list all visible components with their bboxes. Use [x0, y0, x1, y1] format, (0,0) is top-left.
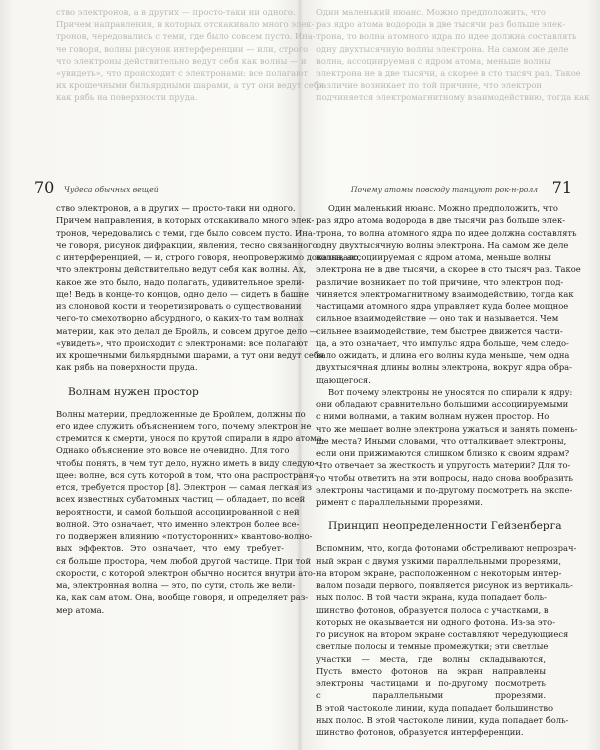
paragraph [316, 386, 578, 509]
text-line: ма, электронная волна — это, по сути, столь же вели- [56, 580, 296, 590]
text-line: чиняется электромагнитному взаимодействию, тогда как [316, 288, 574, 299]
text-line: чтобы понять, в чем тут дело, нужно иметь в виду следую- [56, 457, 318, 468]
text-line: с интерференцией, — и, строго говоря, неопровержимо доказывало, [56, 252, 362, 262]
text-line: го подвержен влиянию «потусторонних» квантово-волно- [56, 531, 313, 541]
text-line: ца, а это означает, что импульс ядра больше, чем следо- [316, 337, 569, 348]
text-line: стремится к смерти, унося по крутой спирали в ядро атома. [56, 433, 325, 443]
text-line: Один маленький нюанс. Можно предположить, что [328, 203, 558, 213]
text-line: как рябь на поверхности пруда. [56, 362, 198, 373]
text-line: что электроны действительно ведут себя как волны. Ах, [56, 264, 307, 275]
ghost-line: одну двухтысячную волны электрона. На самом же деле [316, 43, 569, 54]
ghost-line: ство электронов, а в других — просто-таки ни одного. [56, 7, 296, 17]
text-line: «увидеть», что происходит с электронами: все полагают [56, 337, 309, 348]
text-line: вероятности, и самой большой ассоциированной с ней [56, 506, 300, 517]
text-line: частицами атомного ядра управляет куда более мощное [316, 301, 569, 311]
text-line: его идее служить объяснением того, почему электрон не [56, 420, 312, 431]
text-line: одну двухтысячную волны электрона. На самом же деле [316, 239, 569, 250]
text-line: светлые полосы и темные промежутки; эти светлые [316, 641, 549, 652]
text-line: ство электронов, а в других — просто-таки ни одного. [56, 203, 296, 213]
text-line: электрона не в две тысячи, а скорее в сто тысяч раз. Такое [316, 264, 581, 275]
ghost-line: Один маленький нюанс. Можно предположить, что [316, 7, 546, 17]
page-number: 71 [551, 178, 572, 197]
text-line: они обладают сравнительно большими ассоциируемыми [316, 399, 569, 409]
text-line: В этой частоколе линии, куда попадает большинство [316, 702, 554, 713]
text-line: двухтысячная длины волны электрона, вокруг ядра обра- [316, 362, 573, 373]
right-bleedthrough-text [316, 6, 590, 104]
ghost-line: волна, ассоциируемая с ядром атома, меньше волны [316, 55, 551, 66]
text-line: Вспомним, что, когда фотонами обстреливают непрозрач- [316, 543, 577, 554]
text-line: сильнее взаимодействие, тем быстрее движется части- [316, 325, 563, 336]
text-line: их крошечными бильярдными шарами, а тут они ведут себя [56, 350, 325, 360]
paragraph [56, 408, 325, 616]
ghost-line: тронов, чередовались с теми, где было совсем пусто. Ина- [56, 31, 316, 42]
text-line: вало ожидать, и длина его волны куда меньше, чем одна [316, 350, 570, 360]
text-line: Вот почему электроны не уносятся по спирали к ядру: [328, 386, 573, 397]
right-page [316, 0, 590, 750]
text-line: тронов, чередовались с теми, где было совсем пусто. Ина- [56, 227, 316, 238]
text-line: электроны частицами и по-другому посмотреть [316, 678, 546, 688]
text-line: волной. Это означает, что именно электрон более все- [56, 518, 300, 529]
ghost-line: Причем направления, в которых отскакивало много элек- [56, 19, 315, 30]
text-line: волна, ассоциируемая с ядром атома, меньше волны [316, 252, 551, 262]
text-line: материи, как это делал де Бройль, и совсем другое дело — [56, 325, 319, 336]
ghost-line: как рябь на поверхности пруда. [56, 92, 198, 103]
running-header: Почему атомы повсюду танцуют рок-н-ролл [350, 185, 538, 194]
section-heading: Волнам нужен простор [68, 385, 199, 398]
text-line: вых эффектов. Это означает, что ему требует- [56, 543, 284, 554]
text-line: с ними волнами, а таким волнам нужен простор. Но [316, 411, 550, 422]
text-line: го рисунок на втором экране составляют чередующиеся [316, 629, 569, 639]
text-line: щающегося. [316, 374, 371, 385]
ghost-line: различие возникает по той причине, что электрон [316, 80, 542, 91]
ghost-line: раз ядро атома водорода в две тысячи раз больше элек- [316, 19, 566, 30]
text-line: чего-то смехотворно абсурдного, о каких-то там волнах [56, 313, 304, 324]
text-line: мер атома. [56, 604, 105, 615]
text-line: из слоновой кости и теоретизировать о существовании [56, 301, 302, 311]
text-line: ше места? Иными словами, что отталкивает электроны, [316, 435, 567, 446]
text-line: если они прижимаются слишком близко к своим ядрам? [316, 448, 570, 458]
ghost-line: электрона не в две тысячи, а скорее в сто тысяч раз. Такое [316, 68, 581, 79]
text-line: трона, то волна атомного ядра по идее должна составлять [316, 227, 577, 238]
right-page-body [316, 202, 581, 738]
right-page-header [316, 178, 572, 197]
text-line: Пусть вместо фотонов на экран направлены [316, 665, 546, 676]
text-line: электроны частицами и по-другому посмотреть на экспе- [316, 484, 573, 495]
text-line: ся больше простора, чем любой другой частице. При той [56, 555, 312, 566]
paragraph [316, 202, 581, 386]
text-line: щее: волне, вся суть которой в том, что она распространя- [56, 469, 317, 480]
text-line: ще! Ведь в конце-то концов, одно дело — сидеть в башне [56, 288, 309, 299]
text-line: что же мешает волне электрона ужаться и занять помень- [316, 423, 578, 434]
text-line: с параллельными прорезями. [316, 690, 546, 701]
page-number: 70 [34, 178, 55, 197]
running-header: Чудеса обычных вещей [64, 185, 159, 194]
text-line: го чтобы ответить на эти вопросы, надо снова вообразить [316, 472, 573, 483]
text-line: различие возникает по той причине, что электрон под- [316, 276, 564, 287]
text-line: ных полос. В этой частоколе линии, куда попадает боль- [316, 714, 569, 725]
text-line: какое же это было, надо полагать, удивительное зрели- [56, 276, 305, 287]
text-line: всех известных субатомных частиц — обладает, по всей [56, 494, 306, 505]
ghost-line: че говоря, волны рисунок интерференции — или, строго [56, 43, 309, 54]
text-line: римент с параллельными прорезями. [316, 497, 483, 507]
paragraph [56, 202, 362, 374]
text-line: ный экран с двумя узкими параллельными прорезями, [316, 555, 562, 566]
text-line: че говоря, рисунок дифракции, явления, тесно связанного [56, 239, 318, 250]
text-line: ных полос. В той части экрана, куда попадает боль- [316, 592, 548, 603]
text-line: шинство фотонов, образуется полоса с участками, в [316, 604, 549, 615]
ghost-line: что электроны действительно ведут себя как волны — и [56, 55, 307, 66]
text-line: Причем направления, в которых отскакивало много элек- [56, 215, 315, 226]
ghost-line: «увидеть», что происходит с электронами: все полагают [56, 68, 309, 79]
text-line: участки — места, где волны складываются, [316, 653, 546, 664]
text-line: Волны материи, предложенные де Бройлем, должны по [56, 408, 306, 419]
text-line: валом позади первого, появляется рисунок из вертикаль- [316, 580, 573, 590]
text-line: которых не оказывается ни одного фотона. Из-за это- [316, 616, 556, 627]
left-bleedthrough-text [56, 6, 325, 104]
text-line: шинство фотонов, образуется интерференции. [316, 727, 524, 737]
ghost-line: трона, то волна атомного ядра по идее должна составлять [316, 31, 577, 42]
text-line: скорости, с которой электрон обычно носится внутри ато- [56, 567, 316, 578]
text-line: Однако объяснение это вовсе не очевидно. Для того [56, 445, 290, 456]
text-line: сильное взаимодействие — оно так и называется. Чем [316, 313, 559, 324]
paragraph [316, 542, 577, 738]
ghost-line: их крошечными бильярдными шарами, а тут они ведут себя [56, 80, 325, 91]
text-line: ка, как сам атом. Она, вообще говоря, и определяет раз- [56, 592, 309, 603]
left-page-header [34, 178, 284, 197]
text-line: Что отвечает за жесткость и упругость материи? Для то- [316, 460, 571, 471]
text-line: ется, требуется простор [8]. Электрон — самая легкая из [56, 482, 312, 492]
text-line: на втором экране, расположенном с некоторым интер- [316, 567, 562, 578]
section-heading: Принцип неопределенности Гейзенберга [328, 520, 562, 533]
text-line: раз ядро атома водорода в две тысячи раз больше элек- [316, 215, 566, 226]
ghost-line: подчиняется электромагнитному взаимодействию, тогда как [316, 92, 590, 103]
